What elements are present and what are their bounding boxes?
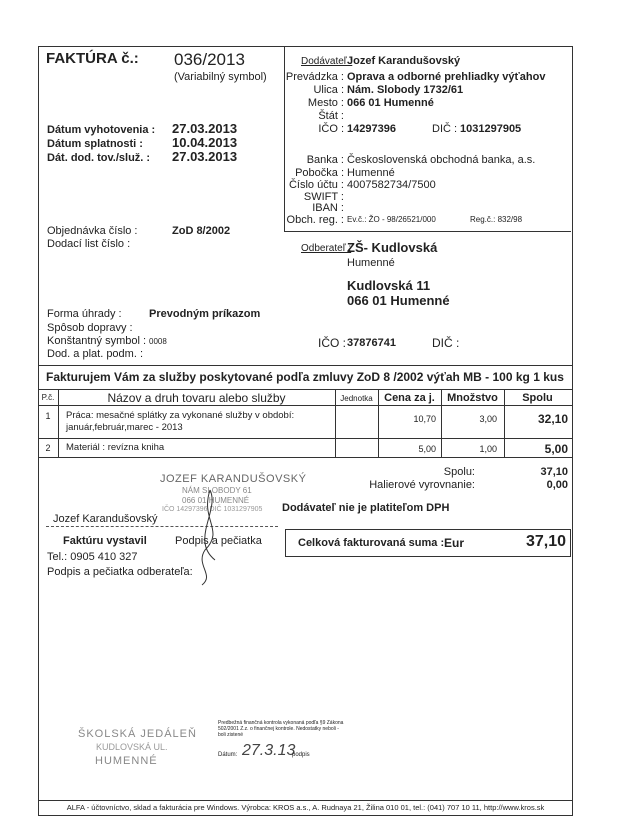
row1-name1: Práca: mesačné splátky za vykonané služby v období: <box>66 410 295 421</box>
invoice-number: 036/2013 <box>174 50 245 69</box>
splatnost-value: 10.04.2013 <box>172 135 238 150</box>
objednavka-label: Objednávka číslo : <box>47 225 138 237</box>
supplier-stamp-line3: 066 01 HUMENNÉ <box>182 496 250 505</box>
footer-line <box>38 800 573 801</box>
footer-text: ALFA - účtovníctvo, sklad a fakturácia pre Windows. Výrobca: KROS a.s., A. Rudnaya 21, Žilina 010 01, tel.: (041) 707 10 11, http://www.kros.sk <box>66 803 545 812</box>
row1-qty: 3,00 <box>479 414 497 424</box>
control-date-label: Dátum: <box>218 752 238 758</box>
row2-total: 5,00 <box>544 442 568 456</box>
supplier-dic-label: DIČ : <box>432 123 458 135</box>
vystavil-label: Faktúru vystavil <box>63 535 147 547</box>
th-pc: P.č. <box>41 393 55 402</box>
obch-value: Ev.č.: ŽO - 98/26521/000 <box>347 215 436 224</box>
forma-label: Forma úhrady : <box>47 308 122 320</box>
school-stamp-3: HUMENNÉ <box>95 755 158 767</box>
prevadzka-value: Oprava a odborné prehliadky výťahov <box>347 71 546 83</box>
dodaci-label: Dodací list číslo : <box>47 238 131 250</box>
supplier-name: Jozef Karandušovský <box>347 55 461 67</box>
swift-label: SWIFT : <box>303 191 344 203</box>
mesto-label: Mesto : <box>307 97 344 109</box>
customer-label: Odberateľ : <box>301 243 352 254</box>
customer-ico-label: IČO : <box>318 336 347 350</box>
mesto-value: 066 01 Humenné <box>347 97 434 109</box>
supplier-ico-label: IČO : <box>318 123 344 135</box>
spolu-label: Spolu: <box>443 466 475 478</box>
supplier-stamp-line2: NÁM SLOBODY 61 <box>182 486 252 495</box>
control-podpis-label: podpis <box>292 752 310 758</box>
table-row1-line <box>38 438 573 439</box>
supplier-stamp-name: JOZEF KARANDUŠOVSKÝ <box>160 473 307 485</box>
th-price: Cena za j. <box>384 392 435 404</box>
row2-name1: Materiál : revízna kniha <box>66 442 165 453</box>
handwritten-signature <box>180 480 240 590</box>
supplier-stamp-line4: IČO 14297396 DIČ 1031297905 <box>162 506 263 513</box>
customer-dic-label: DIČ : <box>432 336 460 350</box>
odberatel-sign-label: Podpis a pečiatka odberateľa: <box>47 566 193 578</box>
table-header-line <box>38 405 573 406</box>
control-date-value: 27.3.13 <box>242 742 296 759</box>
school-stamp-2: KUDLOVSKÁ UL. <box>96 742 168 752</box>
dodanie-label: Dát. dod. tov./služ. : <box>47 152 151 164</box>
konst-label: Konštantný symbol : <box>47 335 147 347</box>
supplier-dic: 1031297905 <box>460 123 522 135</box>
pobocka-value: Humenné <box>347 167 395 179</box>
reg-value: Reg.č.: 832/98 <box>470 215 523 224</box>
customer-city: 066 01 Humenné <box>347 293 450 308</box>
splatnost-label: Dátum splatnosti : <box>47 138 143 150</box>
konst-value: 0008 <box>149 337 167 346</box>
intro-text: Fakturujem Vám za služby poskytované podľa zmluvy ZoD 8 /2002 výťah MB - 100 kg 1 kus <box>46 370 564 384</box>
vyhotovenie-value: 27.03.2013 <box>172 121 238 136</box>
banka-value: Československá obchodná banka, a.s. <box>347 154 536 166</box>
tel-value: Tel.: 0905 410 327 <box>47 551 138 563</box>
halier-value: 0,00 <box>546 479 568 491</box>
variable-symbol-label: (Variabilný symbol) <box>174 71 267 83</box>
row1-price: 10,70 <box>413 414 436 424</box>
ulica-value: Nám. Slobody 1732/61 <box>347 84 464 96</box>
doprava-label: Spôsob dopravy : <box>47 322 133 334</box>
signature-dashed-line <box>46 526 278 527</box>
invoice-title: FAKTÚRA č.: <box>46 50 139 67</box>
th-unit: Jednotka <box>340 394 373 403</box>
customer-street: Kudlovská 11 <box>347 278 431 293</box>
th-total: Spolu <box>522 392 553 404</box>
customer-name: ZŠ- Kudlovská <box>347 240 438 255</box>
supplier-ico: 14297396 <box>347 123 396 135</box>
school-stamp-1: ŠKOLSKÁ JEDÁLEŇ <box>78 728 197 740</box>
th-name: Názov a druh tovaru alebo služby <box>107 391 286 405</box>
row1-name2: január,február,marec - 2013 <box>66 422 183 433</box>
issuer-name: Jozef Karandušovský <box>53 513 158 525</box>
dod-label: Dod. a plat. podm. : <box>47 348 143 360</box>
halier-label: Halierové vyrovnanie: <box>369 479 475 491</box>
total-currency: Eur <box>444 536 465 550</box>
table-top-line <box>38 389 573 390</box>
dph-note: Dodávateľ nie je platiteľom DPH <box>282 502 450 514</box>
spolu-value: 37,10 <box>540 466 568 478</box>
row2-qty: 1,00 <box>479 444 497 454</box>
iban-label: IBAN : <box>312 202 344 214</box>
row2-price: 5,00 <box>418 444 436 454</box>
vyhotovenie-label: Dátum vyhotovenia : <box>47 124 156 136</box>
podpis-label: Podpis a pečiatka <box>175 535 262 547</box>
customer-city-small: Humenné <box>347 257 395 269</box>
total-value: 37,10 <box>525 533 566 550</box>
row2-pc: 2 <box>45 443 51 453</box>
th-qty: Množstvo <box>447 392 498 404</box>
table-row2-line <box>38 457 573 458</box>
ucet-value: 4007582734/7500 <box>347 179 436 191</box>
stat-label: Štát : <box>318 110 344 122</box>
pobocka-label: Pobočka : <box>295 167 344 179</box>
intro-top-line <box>38 365 573 366</box>
banka-label: Banka : <box>306 154 344 166</box>
total-label: Celková fakturovaná suma : <box>298 537 445 549</box>
dodanie-value: 27.03.2013 <box>172 149 238 164</box>
customer-ico: 37876741 <box>347 337 396 349</box>
obch-label: Obch. reg. : <box>286 214 344 226</box>
ulica-label: Ulica : <box>313 84 344 96</box>
objednavka-value: ZoD 8/2002 <box>172 225 231 237</box>
supplier-label: Dodávateľ : <box>301 56 353 67</box>
prevadzka-label: Prevádzka : <box>285 71 344 83</box>
ucet-label: Číslo účtu : <box>288 179 344 191</box>
row1-total: 32,10 <box>537 412 568 426</box>
forma-value: Prevodným príkazom <box>149 308 261 320</box>
row1-pc: 1 <box>45 411 51 421</box>
control-note: Predbežná finančná kontrola vykonaná podľa §9 Zákona 502/2001 Z.z. o finančnej kontrole. Nedostatky neboli - boli zistené <box>218 720 344 738</box>
customer-divider <box>284 231 571 232</box>
